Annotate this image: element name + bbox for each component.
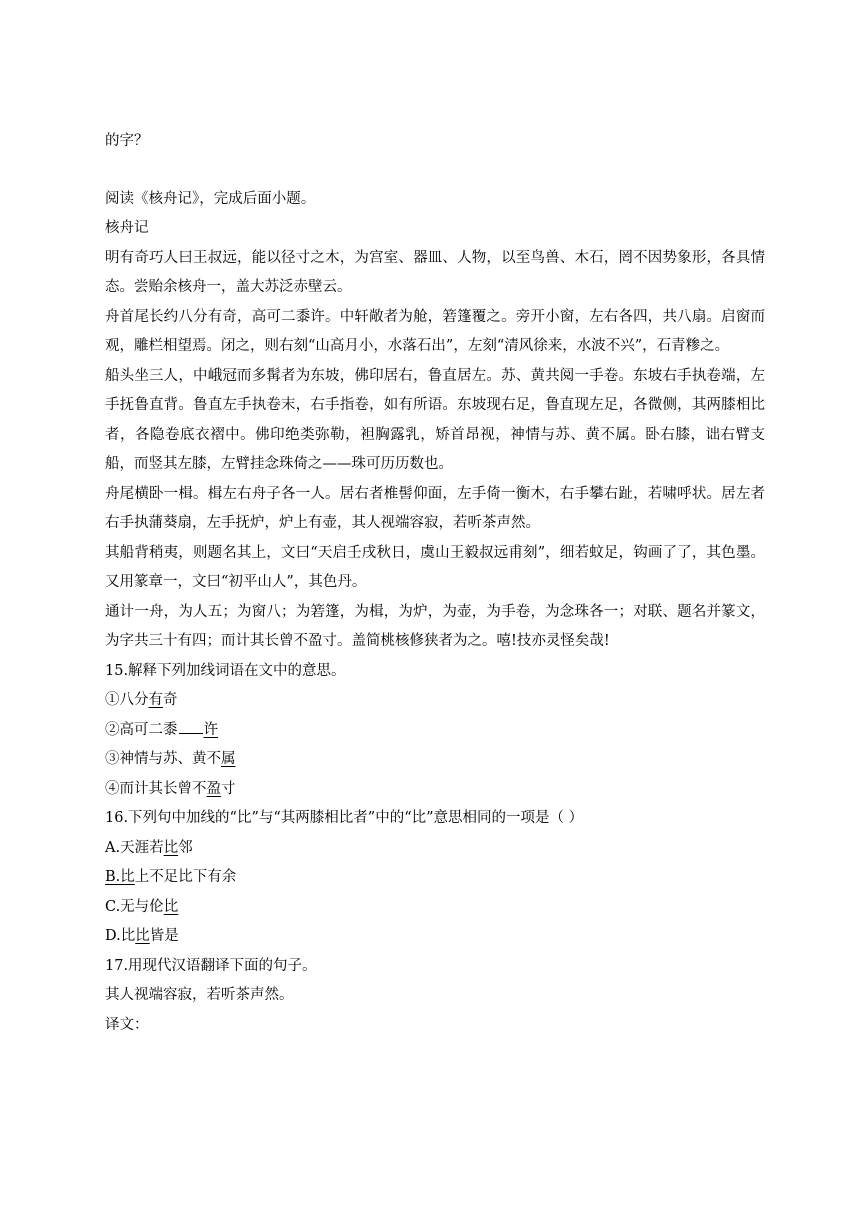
- passage-paragraph-3: 船头坐三人，中峨冠而多髯者为东坡，佛印居右，鲁直居左。苏、黄共阅一手卷。东坡右手执卷端，左手抚鲁直背。鲁直左手执卷末，右手指卷，如有所语。东坡现右足，鲁直现左足，各微侧，其两膝相比者，各隐卷底衣褶中。佛印绝类弥勒，袒胸露乳，矫首昂视，神情与苏、黄不属。卧右膝，诎右臂支船，而竖其左膝，左臂挂念珠倚之——珠可历历数也。: [105, 367, 765, 472]
- question-17-stem: 17.用现代汉语翻译下面的句子。: [105, 957, 317, 974]
- question-17-sentence: 其人视端容寂，若听茶声然。: [105, 987, 294, 1003]
- question-15-item-2: ②高可二黍 许: [105, 716, 765, 746]
- passage-paragraph-5: 其船背稍夷，则题名其上，文曰“天启壬戌秋日，虞山王毅叔远甫刻”，细若蚊足，钩画了了，其色墨。又用篆章一，文曰“初平山人”，其色丹。: [105, 544, 765, 590]
- content: [105, 127, 765, 1040]
- underline-blank: [179, 719, 203, 734]
- question-16-stem: 16.下列句中加线的“比”与“其两膝相比者”中的“比”意思相同的一项是（ ）: [105, 810, 584, 826]
- question-15-item-1: ①八分有奇: [105, 692, 178, 708]
- question-16-option-a: A.天涯若比邻: [105, 839, 193, 856]
- question-16-option-c: C.无与伦比: [105, 898, 179, 915]
- question-15-item-3: ③神情与苏、黄不属: [105, 751, 236, 767]
- question-15-stem: 15.解释下列加线词语在文中的意思。: [105, 662, 346, 679]
- passage-title: 核舟记: [105, 220, 149, 236]
- reading-instruction: 阅读《核舟记》，完成后面小题。: [105, 190, 316, 207]
- question-16-option-b: B.比上不足比下有余: [105, 869, 237, 885]
- passage-paragraph-1: 明有奇巧人曰王叔远，能以径寸之木，为宫室、器皿、人物，以至鸟兽、木石，罔不因势象形，各具情态。尝贻余核舟一，盖大苏泛赤壁云。: [105, 249, 765, 295]
- passage-paragraph-2: 舟首尾长约八分有奇，高可二黍许。中轩敞者为舱，箬篷覆之。旁开小窗，左右各四，共八扇。启窗而观，雕栏相望焉。闭之，则右刻“山高月小，水落石出”，左刻“清风徐来，水波不兴”，石青糁之。: [105, 308, 765, 354]
- question-16-option-d: D.比比皆是: [105, 928, 179, 944]
- question-17-answer-label: 译文：: [105, 1016, 149, 1033]
- question-15-item-4: ④而计其长曾不盈寸: [105, 780, 236, 797]
- passage-paragraph-6: 通计一舟，为人五；为窗八；为箬篷，为楫，为炉，为壶，为手卷，为念珠各一；对联、题名并篆文，为字共三十有四；而计其长曾不盈寸。盖简桃核修狭者为之。嘻!技亦灵怪矣哉!: [105, 603, 765, 649]
- previous-question-tail: 的字？: [105, 133, 149, 149]
- passage-paragraph-4: 舟尾横卧一楫。楫左右舟子各一人。居右者椎髻仰面，左手倚一衡木，右手攀右趾，若啸呼状。居左者右手执蒲葵扇，左手抚炉，炉上有壶，其人视端容寂，若听茶声然。: [105, 485, 765, 531]
